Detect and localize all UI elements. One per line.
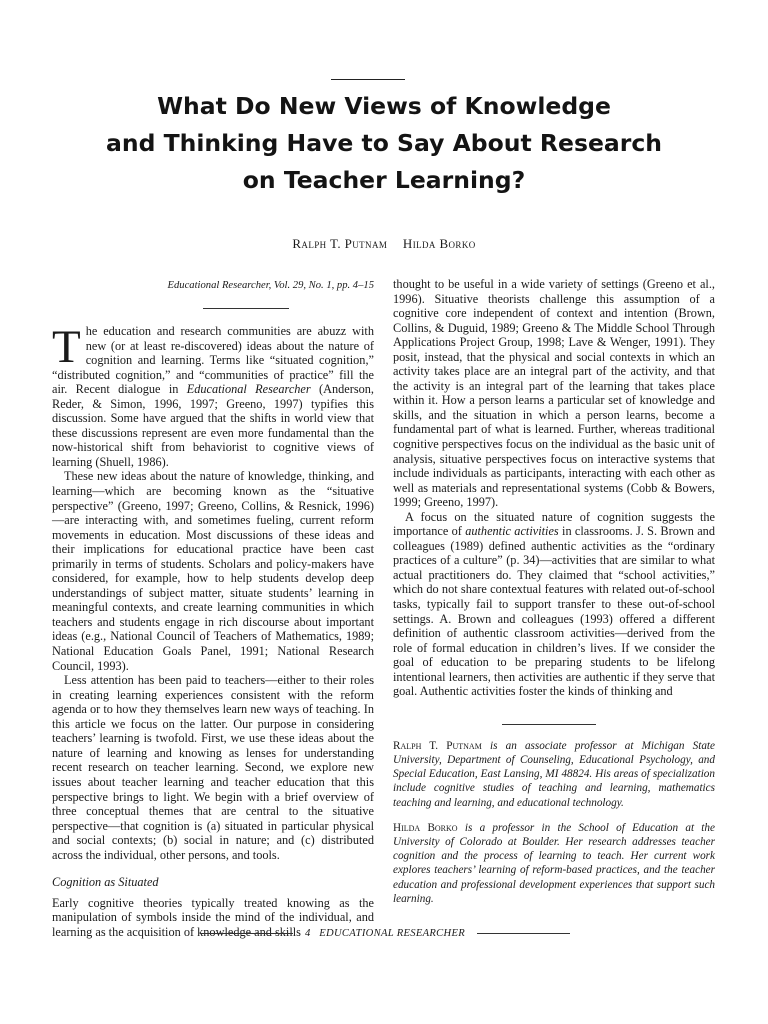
right-column bbox=[393, 277, 715, 906]
paragraph-text: he education and research communities are abuzz with new (or at least re-discovered) ideas about the nature of cognition and learning. Terms like “situated cognition,” “distributed cognition,” and “communities of practice” fill the air. Recent dialogue in bbox=[52, 324, 374, 397]
title-line: and Thinking Have to Say About Research bbox=[105, 129, 662, 157]
page-number: 4 bbox=[304, 927, 311, 939]
author-bio bbox=[393, 739, 715, 810]
paragraph-text: A focus on the situated nature of cognition suggests the importance of bbox=[393, 509, 715, 539]
top-decorative-rule bbox=[331, 79, 405, 80]
title-line: on Teacher Learning? bbox=[242, 166, 526, 194]
body-paragraph: thought to be useful in a wide variety of settings (Greeno et al., 1996). Situative theorists challenge this assumption of a cognitive core independent of context and intention (Brown, Collins, & Duguid, 1989; Greeno & The Middle School Through Applications Project Group, 1998; Lave & Wenger, 1991). They posit, instead, that the physical and social contexts in which an activity takes place are an integral part of the activity, and that the activity is an integral part of the learning that takes place within it. How a person learns a particular set of knowledge and skills, and the situation in which a person learns, become a fundamental part of what is learned. Further, whereas traditional cognitive perspectives focus on the individual as the basic unit of analysis, situative perspectives focus on interactive systems that include individuals as participants, interacting with each other as well as materials and representational systems (Cobb & Bowers, 1999; Greeno, 1997). bbox=[393, 277, 715, 510]
bio-author-name: Hilda Borko bbox=[393, 821, 458, 834]
footer-journal-name: EDUCATIONAL RESEARCHER bbox=[319, 927, 466, 939]
body-paragraph: These new ideas about the nature of knowledge, thinking, and learning—which are becoming known as the “situative perspective” (Greeno, 1997; Greeno, Collins, & Resnick, 1996)—are interacting with, and sometimes fueling, current reform movements in education. Most discussions of these ideas and their implications for educational practice have been cast primarily in terms of students. Scholars and policy-makers have considered, for example, how to help students develop deep understandings of subject matter, situate students’ learning in meaningful contexts, and create learning communities in which teachers and students engage in rich discourse about important ideas (e.g., National Council of Teachers of Mathematics, 1989; National Education Goals Panel, 1991; National Research Council, 1993). bbox=[52, 469, 374, 673]
author-bio bbox=[393, 821, 715, 906]
journal-name: Educational Researcher bbox=[186, 382, 311, 397]
paragraph-text: (Anderson, Reder, & Simon, 1996, 1997; Greeno, 1997) typifies this discussion. Some have argued that the shifts in world view that these discussions represent are even more fundamental than the now-historical shift from behaviorist to cognitive views of learning (Shuell, 1986). bbox=[52, 382, 374, 469]
footer-rule-left bbox=[200, 933, 293, 934]
citation-rule bbox=[203, 308, 289, 309]
author-list bbox=[0, 236, 768, 252]
bio-text: is a professor in the School of Education at the University of Colorado at Boulder. Her research addresses teacher cognition and the process of learning to teach. Her current work explores teachers’ learning of reform-based practices, and the teacher education and professional development experiences that support such learning. bbox=[393, 821, 715, 905]
body-paragraph bbox=[393, 510, 715, 699]
body-paragraph: Less attention has been paid to teachers—either to their roles in creating learning experiences consistent with the reform agenda or to how they themselves learn new ways of teaching. In this article we focus on the latter. Our purpose in considering teachers’ learning is twofold. First, we use these ideas about the nature of learning and knowing as lenses for understanding recent research on teacher learning. Second, we explore new issues about teacher learning and teacher education that this perspective brings to light. We begin with a brief overview of three conceptual themes that are central to the situative perspective—that cognition is (a) situated in particular physical and social contexts; (b) social in nature; and (c) distributed across the individual, other persons, and tools. bbox=[52, 673, 374, 862]
paragraph-text: in classrooms. J. S. Brown and colleagues (1989) defined authentic activities as the “ordinary practices of a culture” (p. 34)—activities that are similar to what actual practitioners do. They claimed that “school activities,” which do not share contextual features with related out-of-school tasks, typically fail to support transfer to these out-of-school settings. A. Brown and colleagues (1993) offered a different definition of authentic classroom activities—derived from the role of formal education in children’s lives. If we consider the goal of education to be preparing students to be lifelong intentional learners, then activities are authentic if they serve that goal. Authentic activities foster the kinds of thinking and bbox=[393, 524, 715, 699]
author-name: Ralph T. Putnam bbox=[292, 236, 388, 251]
bio-separator-rule bbox=[502, 724, 596, 725]
title-line: What Do New Views of Knowledge bbox=[157, 92, 611, 120]
article-title bbox=[60, 88, 708, 199]
section-heading: Cognition as Situated bbox=[52, 875, 159, 890]
left-column bbox=[52, 279, 374, 939]
drop-cap: T bbox=[52, 321, 81, 373]
page-footer bbox=[200, 926, 570, 940]
emphasis-term: authentic activities bbox=[465, 524, 559, 539]
journal-citation: Educational Researcher, Vol. 29, No. 1, pp. 4–15 bbox=[167, 280, 374, 291]
bio-text: is an associate professor at Michigan State University, Department of Counseling, Educational Psychology, and Special Education, East Lansing, MI 48824. His areas of specialization include cognitive studies of teaching and learning, mathematics teaching and learning, and educational technology. bbox=[393, 739, 715, 809]
bio-author-name: Ralph T. Putnam bbox=[393, 739, 482, 752]
footer-rule-right bbox=[477, 933, 570, 934]
body-paragraph bbox=[52, 321, 374, 469]
body-paragraph: Early cognitive theories typically treated knowing as the manipulation of symbols inside the mind of the individual, and learning as the acquisition of knowledge and skills bbox=[52, 895, 374, 939]
author-name: Hilda Borko bbox=[402, 236, 476, 251]
